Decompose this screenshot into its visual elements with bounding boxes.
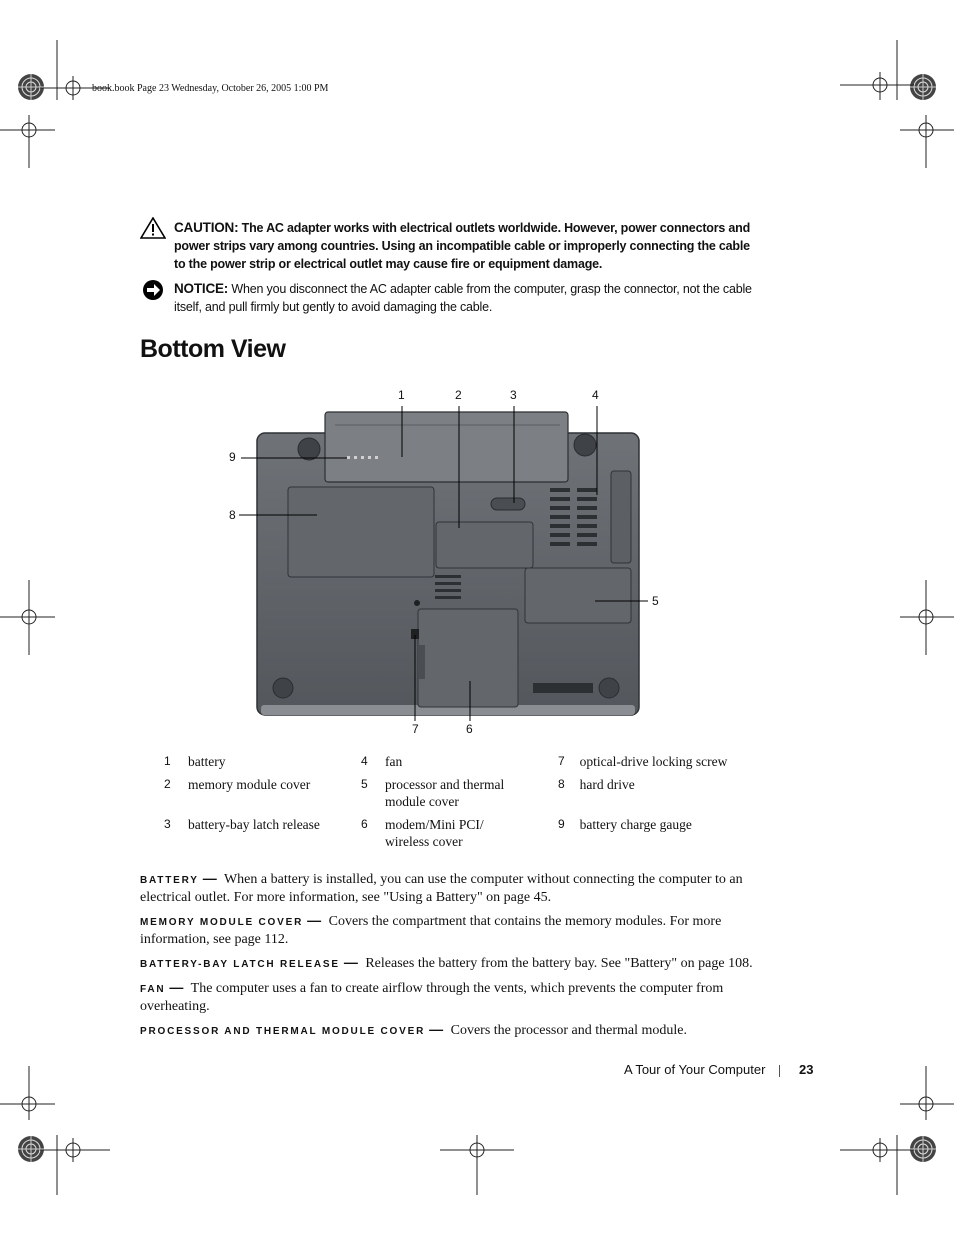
caution-text: The AC adapter works with electrical outlets worldwide. However, power connectors and power strips vary among countries. Using an incompatible cable or improperly connecting the cable to the power strip or electrical outlet may cause fire or equipment damage. — [174, 221, 751, 271]
legend-item — [337, 816, 534, 850]
definition-text: When a battery is installed, you can use the computer without connecting the computer to an electrical outlet. For more information, see "Using a Battery" on page 45. — [140, 872, 743, 905]
legend-number: 4 — [361, 754, 368, 768]
callout-2: 2 — [455, 388, 462, 402]
legend-item — [337, 776, 534, 810]
callout-3: 3 — [510, 388, 517, 402]
legend-label: modem/Mini PCI/ wireless cover — [385, 817, 484, 849]
notice-label: NOTICE: — [174, 281, 229, 296]
definition-dash: — — [343, 954, 358, 970]
legend-label: battery — [188, 754, 226, 769]
legend-number: 8 — [558, 777, 565, 791]
definition-dash: — — [429, 1021, 444, 1037]
legend-item — [140, 776, 337, 810]
definition-term: PROCESSOR AND THERMAL MODULE COVER — [140, 1026, 426, 1037]
callout-1: 1 — [398, 388, 405, 402]
notice-text: When you disconnect the AC adapter cable from the computer, grasp the connector, not the cable itself, and pull firmly but gently to avoid damaging the cable. — [174, 282, 752, 314]
legend-label: optical-drive locking screw — [579, 754, 728, 769]
legend-number: 9 — [558, 817, 565, 831]
legend-number: 3 — [164, 817, 171, 831]
legend-label: memory module cover — [188, 777, 311, 792]
legend-number: 7 — [558, 754, 565, 768]
legend-row — [140, 816, 760, 850]
definition-text: Covers the compartment that contains the memory modules. For more information, see page 112. — [140, 914, 722, 947]
legend-label: processor and thermal module cover — [385, 777, 505, 809]
definition-dash: — — [307, 912, 322, 928]
legend-item — [140, 753, 337, 770]
notice-paragraph — [174, 280, 764, 316]
legend-item — [140, 816, 337, 850]
print-header-stamp: book.book Page 23 Wednesday, October 26, 2005 1:00 PM — [92, 83, 329, 94]
caution-icon — [140, 217, 166, 244]
legend-number: 2 — [164, 777, 171, 791]
legend-row — [140, 753, 760, 770]
definition-dash: — — [169, 979, 184, 995]
callout-6: 6 — [466, 722, 473, 736]
legend-label: battery-bay latch release — [188, 817, 320, 832]
legend-item — [534, 753, 760, 770]
legend-label: battery charge gauge — [579, 817, 692, 832]
caution-label: CAUTION: — [174, 220, 239, 235]
legend-label: hard drive — [579, 777, 635, 792]
footer-chapter-title: A Tour of Your Computer — [624, 1062, 766, 1077]
legend-number: 1 — [164, 754, 171, 768]
definition-dash: — — [202, 870, 217, 886]
notice-icon — [141, 279, 165, 306]
definition-term: BATTERY-BAY LATCH RELEASE — [140, 959, 340, 970]
definition-battery — [140, 870, 755, 906]
definition-battery-bay-latch-release — [140, 954, 755, 973]
legend-item — [534, 776, 760, 810]
definition-processor-thermal-cover — [140, 1021, 755, 1040]
legend-row — [140, 776, 760, 810]
callout-8: 8 — [229, 508, 236, 522]
legend-number: 6 — [361, 817, 368, 831]
callout-5: 5 — [652, 594, 659, 608]
caution-paragraph — [174, 219, 764, 273]
callout-9: 9 — [229, 450, 236, 464]
definition-memory-module-cover — [140, 912, 755, 948]
component-legend-table — [140, 753, 760, 856]
definition-term: BATTERY — [140, 875, 199, 886]
page-number: 23 — [799, 1062, 814, 1077]
definition-text: The computer uses a fan to create airflow through the vents, which prevents the computer from overheating. — [140, 981, 724, 1014]
definition-term: FAN — [140, 984, 166, 995]
definition-term: MEMORY MODULE COVER — [140, 917, 304, 928]
section-title: Bottom View — [140, 335, 286, 363]
legend-number: 5 — [361, 777, 368, 791]
legend-label: fan — [385, 754, 403, 769]
callout-7: 7 — [412, 722, 419, 736]
definition-text: Covers the processor and thermal module. — [450, 1023, 687, 1038]
footer-separator — [779, 1065, 780, 1077]
laptop-bottom-illustration — [225, 385, 665, 740]
definition-fan — [140, 979, 755, 1015]
legend-item — [534, 816, 760, 850]
component-definitions — [140, 870, 755, 1046]
legend-item — [337, 753, 534, 770]
callout-4: 4 — [592, 388, 599, 402]
definition-text: Releases the battery from the battery bay. See "Battery" on page 108. — [365, 956, 753, 971]
